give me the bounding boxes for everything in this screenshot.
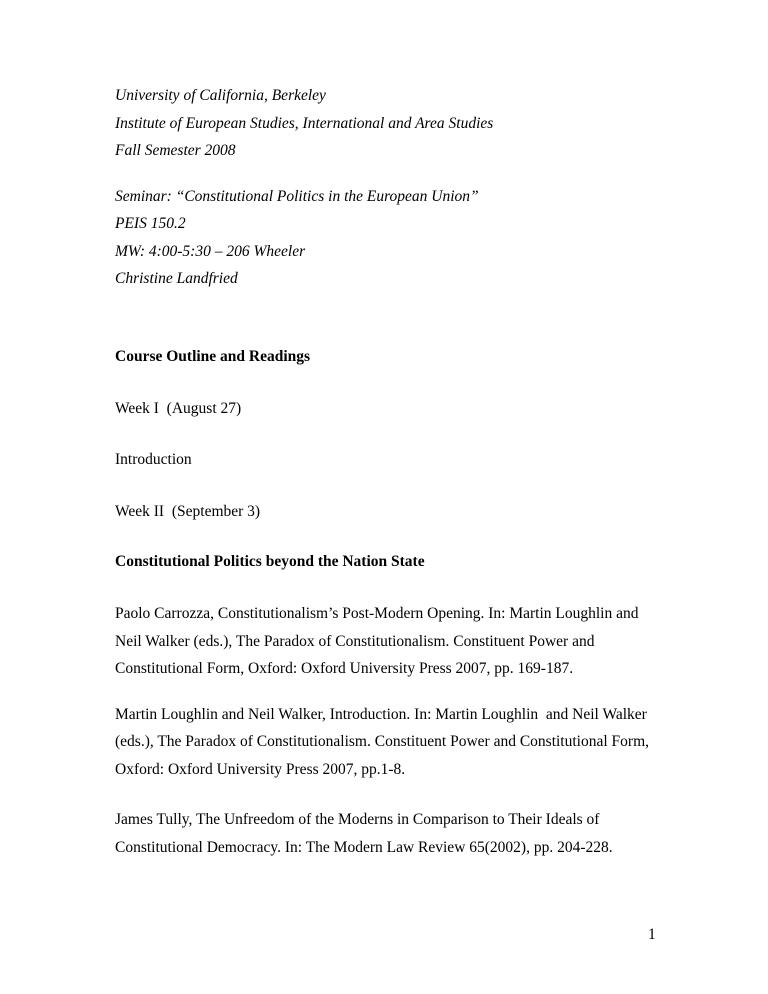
week1-topic: Introduction: [115, 450, 192, 468]
page-number: 1: [648, 926, 656, 943]
header-line-semester: Fall Semester 2008: [115, 142, 236, 159]
week1-label: Week I (August 27): [115, 400, 242, 417]
header-line-university: University of California, Berkeley: [115, 87, 326, 104]
document-content: [115, 82, 660, 861]
header-line-seminar-title: Seminar: “Constitutional Politics in the European Union”: [115, 187, 479, 205]
week2-section-heading: Constitutional Politics beyond the Nation State: [115, 552, 425, 570]
header-line-instructor: Christine Landfried: [115, 270, 238, 287]
header-line-institute: Institute of European Studies, International and Area Studies: [115, 114, 494, 132]
week2-label: Week II (September 3): [115, 503, 261, 520]
reading-item-tully: James Tully, The Unfreedom of the Moderns in Comparison to Their Ideals of Constitutional Democracy. In: The Modern Law Review 65(2002), pp. 204-228.: [115, 811, 613, 856]
outline-heading: Course Outline and Readings: [115, 347, 311, 365]
reading-item-loughlin-walker: Martin Loughlin and Neil Walker, Introduction. In: Martin Loughlin and Neil Walker (eds.), The Paradox of Constitutionalism. Constituent Power and Constitutional Form, Oxford: Oxford University Press 2007, pp.1-8.: [115, 705, 653, 778]
reading-item-carrozza: Paolo Carrozza, Constitutionalism’s Post-Modern Opening. In: Martin Loughlin and Neil Walker (eds.), The Paradox of Constitutionalism. Constituent Power and Constitutional Form, Oxford: Oxford University Press 2007, pp. 169-187.: [115, 605, 643, 677]
header-line-schedule: MW: 4:00-5:30 – 206 Wheeler: [115, 242, 306, 260]
header-line-course-code: PEIS 150.2: [115, 215, 186, 232]
